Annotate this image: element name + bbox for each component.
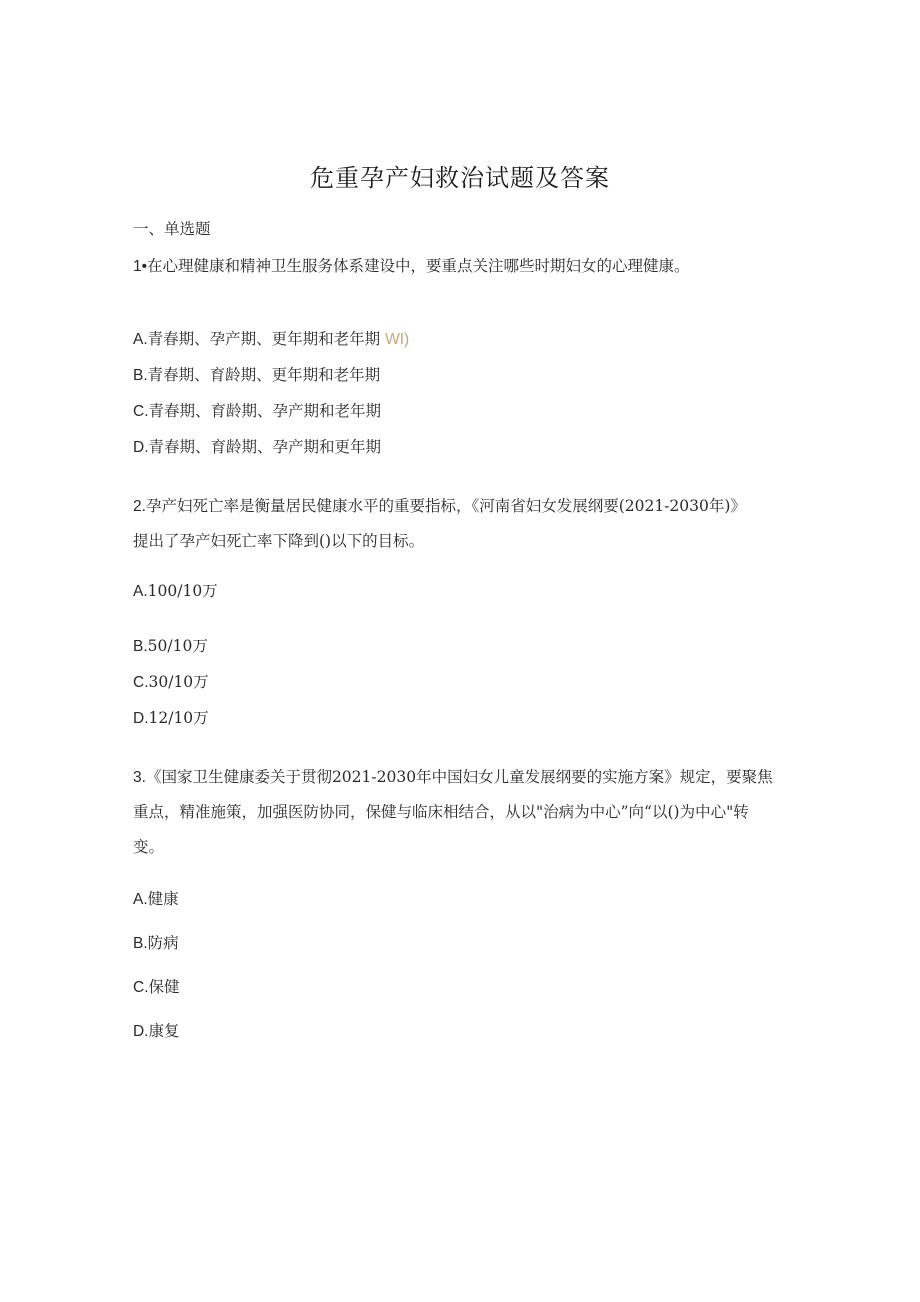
question-3-option-d [133, 1019, 793, 1044]
option-letter: C. [133, 979, 149, 996]
option-letter: D. [133, 439, 149, 456]
option-letter: C. [133, 674, 149, 691]
option-text: 保健 [148, 978, 180, 996]
question-text: 孕产妇死亡率是衡量居民健康水平的重要指标，《河南省妇女发展纲要(2021-2030年)》提出了孕产妇死亡率下降到()以下的目标。 [133, 497, 746, 550]
question-2-option-c [133, 670, 793, 695]
question-1-option-c [133, 399, 793, 424]
option-letter: D. [133, 1023, 149, 1040]
option-text: 12/10万 [148, 709, 209, 727]
question-1 [133, 254, 793, 279]
option-letter: B. [133, 638, 148, 655]
question-number: 3. [133, 769, 146, 786]
option-letter: A. [133, 331, 148, 348]
section-heading: 一、单选题 [133, 220, 211, 238]
question-3-option-c [133, 975, 793, 1000]
question-3 [133, 760, 773, 865]
option-letter: B. [133, 935, 148, 952]
question-number: 1• [133, 258, 148, 275]
option-text: 100/10万 [147, 582, 218, 600]
question-2-option-b [133, 634, 793, 659]
answer-mark: WI) [385, 331, 410, 348]
question-number: 2. [133, 498, 146, 515]
question-3-option-a [133, 887, 793, 912]
question-1-option-d [133, 435, 793, 460]
option-letter: A. [133, 583, 148, 600]
option-text: 青春期、育龄期、更年期和老年期 [147, 366, 381, 384]
option-letter: B. [133, 367, 148, 384]
option-text: 青春期、育龄期、孕产期和更年期 [148, 438, 382, 456]
page-title: 危重孕产妇救治试题及答案 [310, 164, 610, 192]
question-text: 《国家卫生健康委关于贯彻2021-2030年中国妇女儿童发展纲要的实施方案》规定，要聚焦重点，精准施策，加强医防协同，保健与临床相结合，从以"治病为中心”向“以()为中心"转变。 [133, 768, 773, 856]
option-text: 健康 [147, 890, 179, 908]
question-1-option-b [133, 363, 793, 388]
option-text: 康复 [148, 1022, 180, 1040]
question-2-option-d [133, 706, 793, 731]
option-text: 防病 [147, 934, 179, 952]
question-2-option-a [133, 579, 793, 604]
option-letter: C. [133, 403, 149, 420]
option-letter: A. [133, 891, 148, 908]
question-2 [133, 489, 761, 559]
option-text: 50/10万 [147, 637, 208, 655]
option-text: 青春期、育龄期、孕产期和老年期 [148, 402, 382, 420]
option-text: 30/10万 [148, 673, 209, 691]
question-3-option-b [133, 931, 793, 956]
option-letter: D. [133, 710, 149, 727]
question-1-option-a [133, 327, 793, 352]
option-text: 青春期、孕产期、更年期和老年期 [147, 330, 381, 348]
question-text: 在心理健康和精神卫生服务体系建设中，要重点关注哪些时期妇女的心理健康。 [147, 257, 690, 275]
